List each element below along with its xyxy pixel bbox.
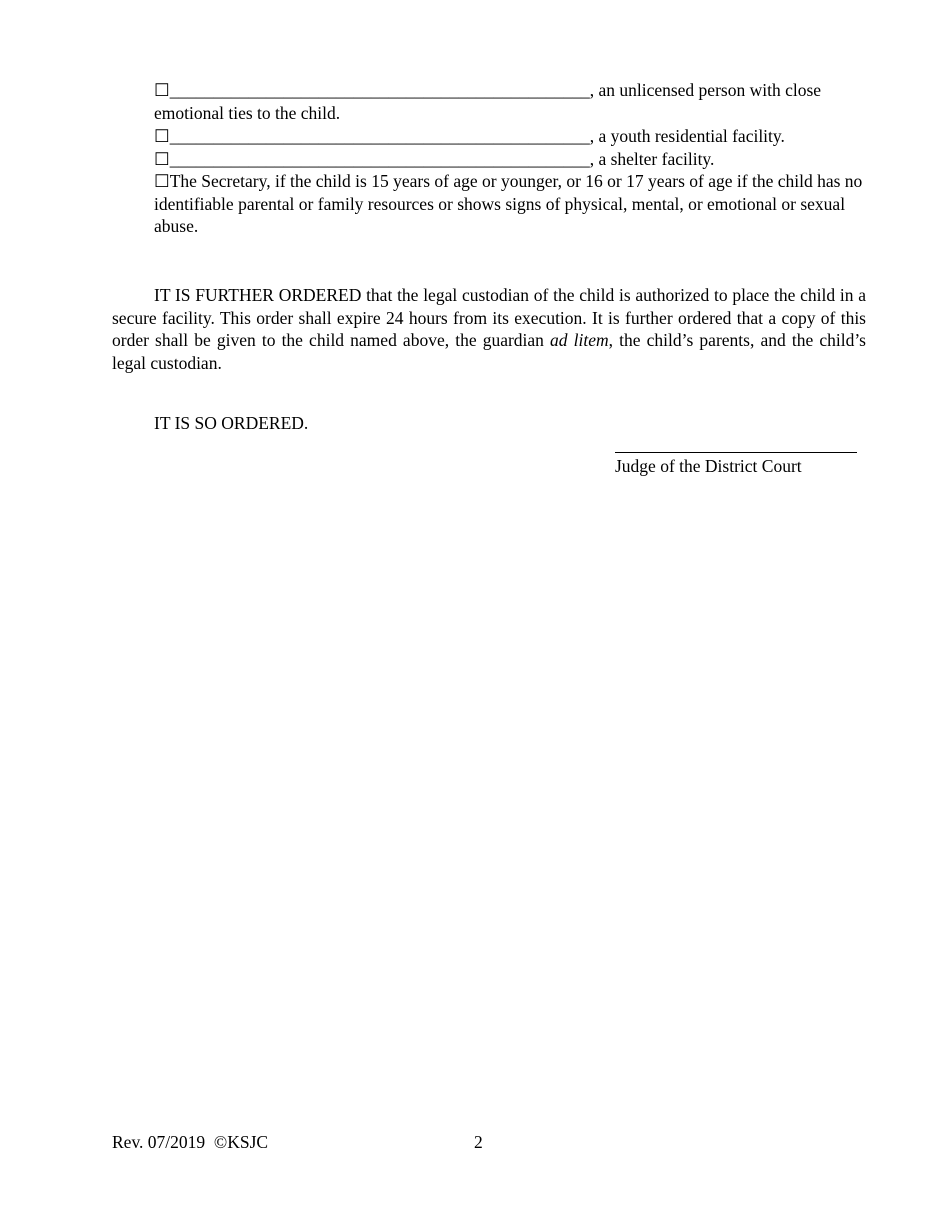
name-blank-shelter[interactable]: ________________________________________________ — [169, 148, 590, 169]
signature-line[interactable] — [615, 452, 857, 453]
checkbox-secretary[interactable]: ☐ — [154, 171, 170, 191]
option-label-secretary: The Secretary, if the child is 15 years of age or younger, or 16 or 17 years of age if the child has no identifiable parental or family resources or shows signs of physical, mental, or emotional or sexual abuse. — [154, 171, 863, 236]
so-ordered-statement: IT IS SO ORDERED. — [154, 413, 309, 433]
option-label-shelter: , a shelter facility. — [589, 148, 715, 169]
footer-revision: Rev. 07/2019 ©KSJC — [112, 1132, 269, 1152]
option-shelter — [154, 148, 870, 171]
further-ordered-italic: ad litem — [550, 330, 609, 350]
checkbox-youth-residential[interactable]: ☐ — [154, 126, 170, 146]
further-ordered-text-1: IT IS FURTHER ORDERED that the legal custodian of the child is authorized to place the child in a secure facility. This order shall expire 24 hours from its execution. It is further ordered that a copy of this order shall be given to the child named above, the guardian — [112, 285, 866, 350]
option-unlicensed-person — [154, 79, 870, 124]
placement-options — [154, 79, 870, 238]
further-ordered-paragraph — [112, 284, 866, 374]
name-blank-youth-residential[interactable]: ________________________________________________ — [169, 126, 590, 146]
option-youth-residential — [154, 125, 870, 148]
checkbox-unlicensed-person[interactable]: ☐ — [154, 80, 170, 100]
option-label-youth-residential: , a youth residential facility. — [589, 126, 785, 146]
page-number: 2 — [474, 1132, 483, 1152]
option-label-unlicensed-person: , an unlicensed person with close emotional ties to the child. — [154, 80, 822, 123]
signature-label: Judge of the District Court — [615, 456, 802, 476]
further-ordered-text-2: , the child’s parents, and the child’s legal custodian. — [112, 330, 866, 373]
checkbox-shelter[interactable]: ☐ — [154, 148, 170, 169]
option-secretary — [154, 170, 870, 238]
name-blank-unlicensed-person[interactable]: ________________________________________________ — [169, 80, 590, 100]
